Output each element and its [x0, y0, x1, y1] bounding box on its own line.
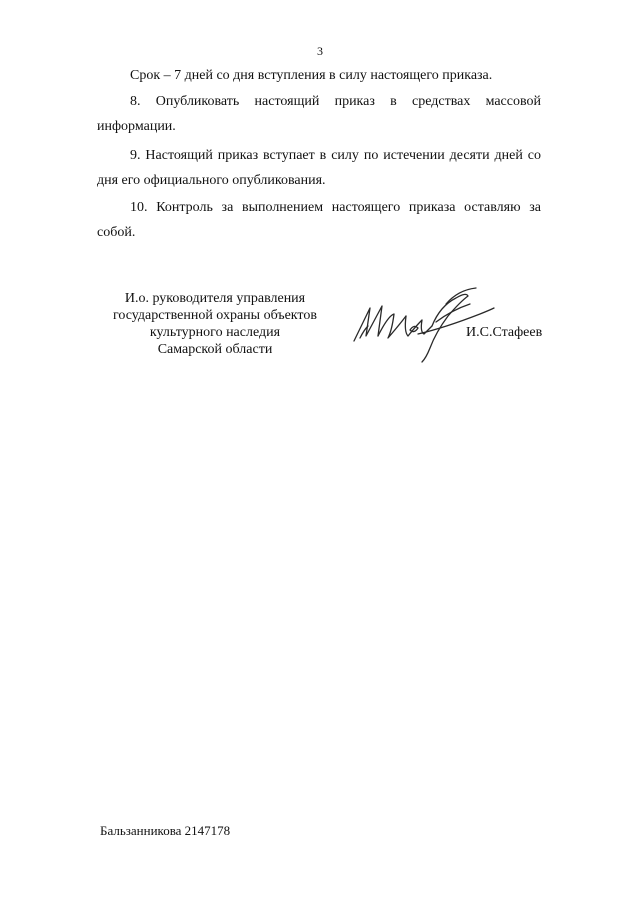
- paragraph-deadline: Срок – 7 дней со дня вступления в силу настоящего приказа.: [130, 68, 493, 83]
- signer-position-line: культурного наследия: [149, 325, 281, 340]
- signer-position-line: государственной охраны объектов: [113, 308, 317, 323]
- signer-name: И.С.Стафеев: [466, 325, 543, 340]
- paragraph-item-10: 10. Контроль за выполнением настоящего приказа оставляю за собой.: [97, 200, 541, 240]
- page-number: 3: [317, 44, 323, 58]
- paragraph-item-8: 8. Опубликовать настоящий приказ в средствах массовой информации.: [97, 94, 541, 134]
- signer-position-line: Самарской области: [157, 342, 273, 357]
- executor-contact: Бальзанникова 2147178: [100, 823, 231, 838]
- signer-position-line: И.о. руководителя управления: [124, 291, 306, 306]
- paragraph-item-9: 9. Настоящий приказ вступает в силу по истечении десяти дней со дня его официального опубликования.: [97, 148, 541, 188]
- signer-position: [100, 290, 330, 358]
